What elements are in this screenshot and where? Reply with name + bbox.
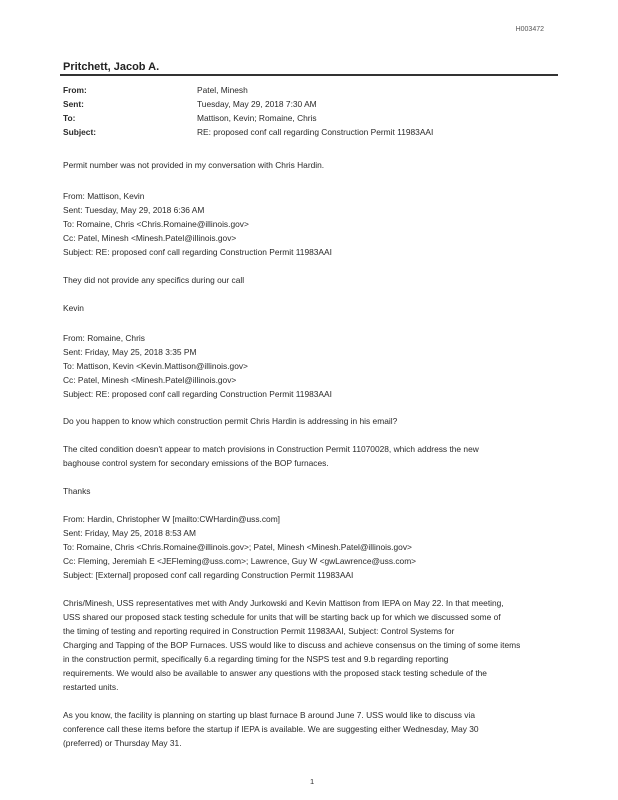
header-divider	[60, 74, 558, 76]
quoted-to: To: Mattison, Kevin <Kevin.Mattison@illinois.gov>	[63, 361, 248, 371]
quoted-from: From: Mattison, Kevin	[63, 191, 145, 201]
message-text: baghouse control system for secondary emissions of the BOP furnaces.	[63, 458, 329, 468]
header-row-sent	[63, 99, 543, 113]
header-label: Sent:	[63, 99, 84, 109]
header-value: Tuesday, May 29, 2018 7:30 AM	[197, 99, 317, 109]
message-text: They did not provide any specifics during our call	[63, 275, 245, 285]
quoted-sent: Sent: Friday, May 25, 2018 3:35 PM	[63, 347, 197, 357]
paragraph-line: As you know, the facility is planning on starting up blast furnace B around June 7. USS would like to discuss via	[63, 710, 475, 720]
header-label: To:	[63, 113, 76, 123]
header-label: Subject:	[63, 127, 97, 137]
header-row-subject	[63, 127, 543, 141]
paragraph-line: requirements. We would also be available to answer any questions with the proposed stack testing schedule of the	[63, 668, 487, 678]
quoted-subject: Subject: RE: proposed conf call regarding Construction Permit 11983AAI	[63, 247, 332, 257]
paragraph-line: conference call these items before the startup if IEPA is available. We are suggesting either Wednesday, May 30	[63, 724, 479, 734]
quoted-cc: Cc: Patel, Minesh <Minesh.Patel@illinois.gov>	[63, 233, 237, 243]
paragraph-line: the timing of testing and reporting required in Construction Permit 11983AAI, Subject: Control Systems for	[63, 626, 455, 636]
paragraph-line: in the construction permit, specifically 6.a regarding timing for the NSPS test and 9.b regarding reporting	[63, 654, 449, 664]
reply-text: Permit number was not provided in my conversation with Chris Hardin.	[63, 160, 325, 170]
quoted-sent: Sent: Friday, May 25, 2018 8:53 AM	[63, 528, 196, 538]
header-row-to	[63, 113, 543, 127]
header-label: From:	[63, 85, 87, 95]
signature: Kevin	[63, 303, 84, 313]
message-text: The cited condition doesn't appear to match provisions in Construction Permit 11070028, which address the new	[63, 444, 479, 454]
paragraph-line: USS shared our proposed stack testing schedule for units that will be starting back up for which we discussed some of	[63, 612, 501, 622]
paragraph-line: Charging and Tapping of the BOP Furnaces. USS would like to discuss and achieve consensus on the timing of some items	[63, 640, 521, 650]
quoted-from: From: Hardin, Christopher W [mailto:CWHardin@uss.com]	[63, 514, 280, 524]
quoted-cc: Cc: Patel, Minesh <Minesh.Patel@illinois.gov>	[63, 375, 237, 385]
quoted-from: From: Romaine, Chris	[63, 333, 145, 343]
header-value: RE: proposed conf call regarding Construction Permit 11983AAI	[197, 127, 434, 137]
header-value: Patel, Minesh	[197, 85, 248, 95]
quoted-cc: Cc: Fleming, Jeremiah E <JEFleming@uss.com>; Lawrence, Guy W <gwLawrence@uss.com>	[63, 556, 417, 566]
header-row-from	[63, 85, 543, 99]
sender-name: Pritchett, Jacob A.	[63, 61, 160, 73]
quoted-sent: Sent: Tuesday, May 29, 2018 6:36 AM	[63, 205, 205, 215]
signature: Thanks	[63, 486, 91, 496]
bates-number: H003472	[515, 26, 544, 33]
message-text: Do you happen to know which construction permit Chris Hardin is addressing in his email?	[63, 416, 398, 426]
quoted-subject: Subject: RE: proposed conf call regarding Construction Permit 11983AAI	[63, 389, 332, 399]
paragraph-line: (preferred) or Thursday May 31.	[63, 738, 182, 748]
paragraph-line: restarted units.	[63, 682, 119, 692]
quoted-to: To: Romaine, Chris <Chris.Romaine@illinois.gov>; Patel, Minesh <Minesh.Patel@illinois.gov>	[63, 542, 412, 552]
quoted-subject: Subject: [External] proposed conf call regarding Construction Permit 11983AAI	[63, 570, 354, 580]
page-number: 1	[310, 777, 315, 786]
header-value: Mattison, Kevin; Romaine, Chris	[197, 113, 317, 123]
quoted-to: To: Romaine, Chris <Chris.Romaine@illinois.gov>	[63, 219, 249, 229]
paragraph-line: Chris/Minesh, USS representatives met with Andy Jurkowski and Kevin Mattison from IEPA on May 22. In that meeting,	[63, 598, 504, 608]
